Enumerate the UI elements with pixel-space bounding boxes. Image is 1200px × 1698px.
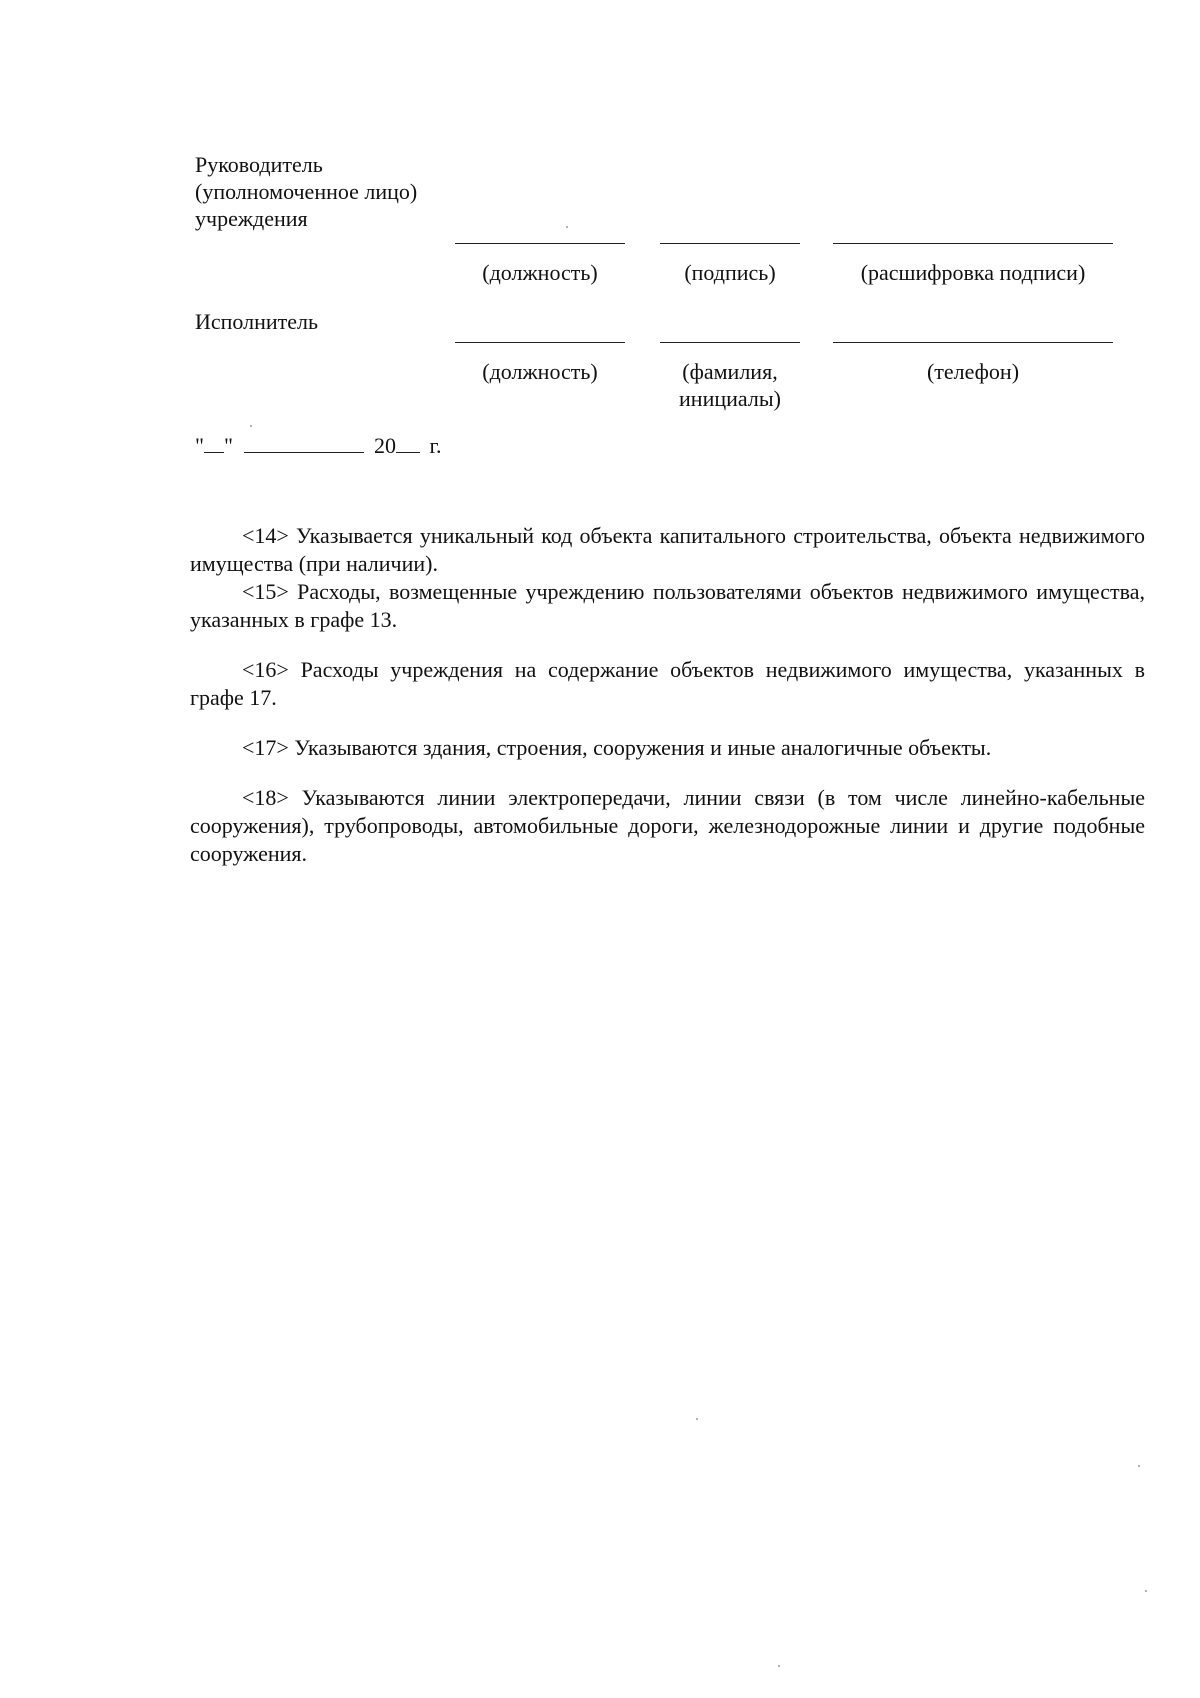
executor-phone-caption: (телефон) [926,359,1020,384]
head-signature-line [660,243,800,244]
head-label [195,151,417,232]
executor-name-caption-line-2: инициалы) [679,386,781,411]
executor-name-caption-line-1: (фамилия, [682,359,778,384]
footnote-14: <14> Указывается уникальный код объекта капитального строительства, объекта недвижимого имущества (при наличии). [190,523,1145,576]
scan-speck [566,226,568,228]
footnote-18: <18> Указываются линии электропередачи, линии связи (в том числе линейно-кабельные сооружения), трубопроводы, автомобильные дороги, железнодорожные линии и другие подобные сооружения. [190,785,1145,866]
executor-label: Исполнитель [195,309,319,334]
head-decoding-caption: (расшифровка подписи) [860,260,1086,285]
footnotes [190,522,1145,868]
scan-speck [250,425,252,427]
day-blank [204,432,224,453]
month-blank [244,432,364,453]
scan-speck [1138,1465,1140,1467]
head-position-caption: (должность) [482,260,598,285]
executor-position-line [455,342,625,343]
executor-phone-line [833,342,1113,343]
date-line [195,432,442,459]
footnote-17: <17> Указываются здания, строения, сооружения и иные аналогичные объекты. [242,735,992,760]
scan-speck [1145,1590,1147,1592]
executor-name-line [660,342,800,343]
executor-position-caption: (должность) [482,359,598,384]
scan-speck [778,1665,780,1667]
footnote-15: <15> Расходы, возмещенные учреждению пользователями объектов недвижимого имущества, указанных в графе 13. [190,579,1145,632]
head-label-line-1: Руководитель [195,152,323,177]
date-open-quote: " [195,433,204,458]
head-label-line-3: учреждения [195,206,308,231]
year-suffix: г. [429,433,442,458]
year-blank [396,432,420,453]
head-signature-caption: (подпись) [684,260,776,285]
head-label-line-2: (уполномоченное лицо) [195,179,418,204]
executor-name-caption [660,358,800,412]
year-prefix: 20 [373,433,396,458]
scan-speck [696,1418,698,1420]
head-decoding-line [833,243,1113,244]
footnote-16: <16> Расходы учреждения на содержание объектов недвижимого имущества, указанных в графе 17. [190,657,1145,710]
date-close-quote: " [223,433,233,458]
head-position-line [455,243,625,244]
